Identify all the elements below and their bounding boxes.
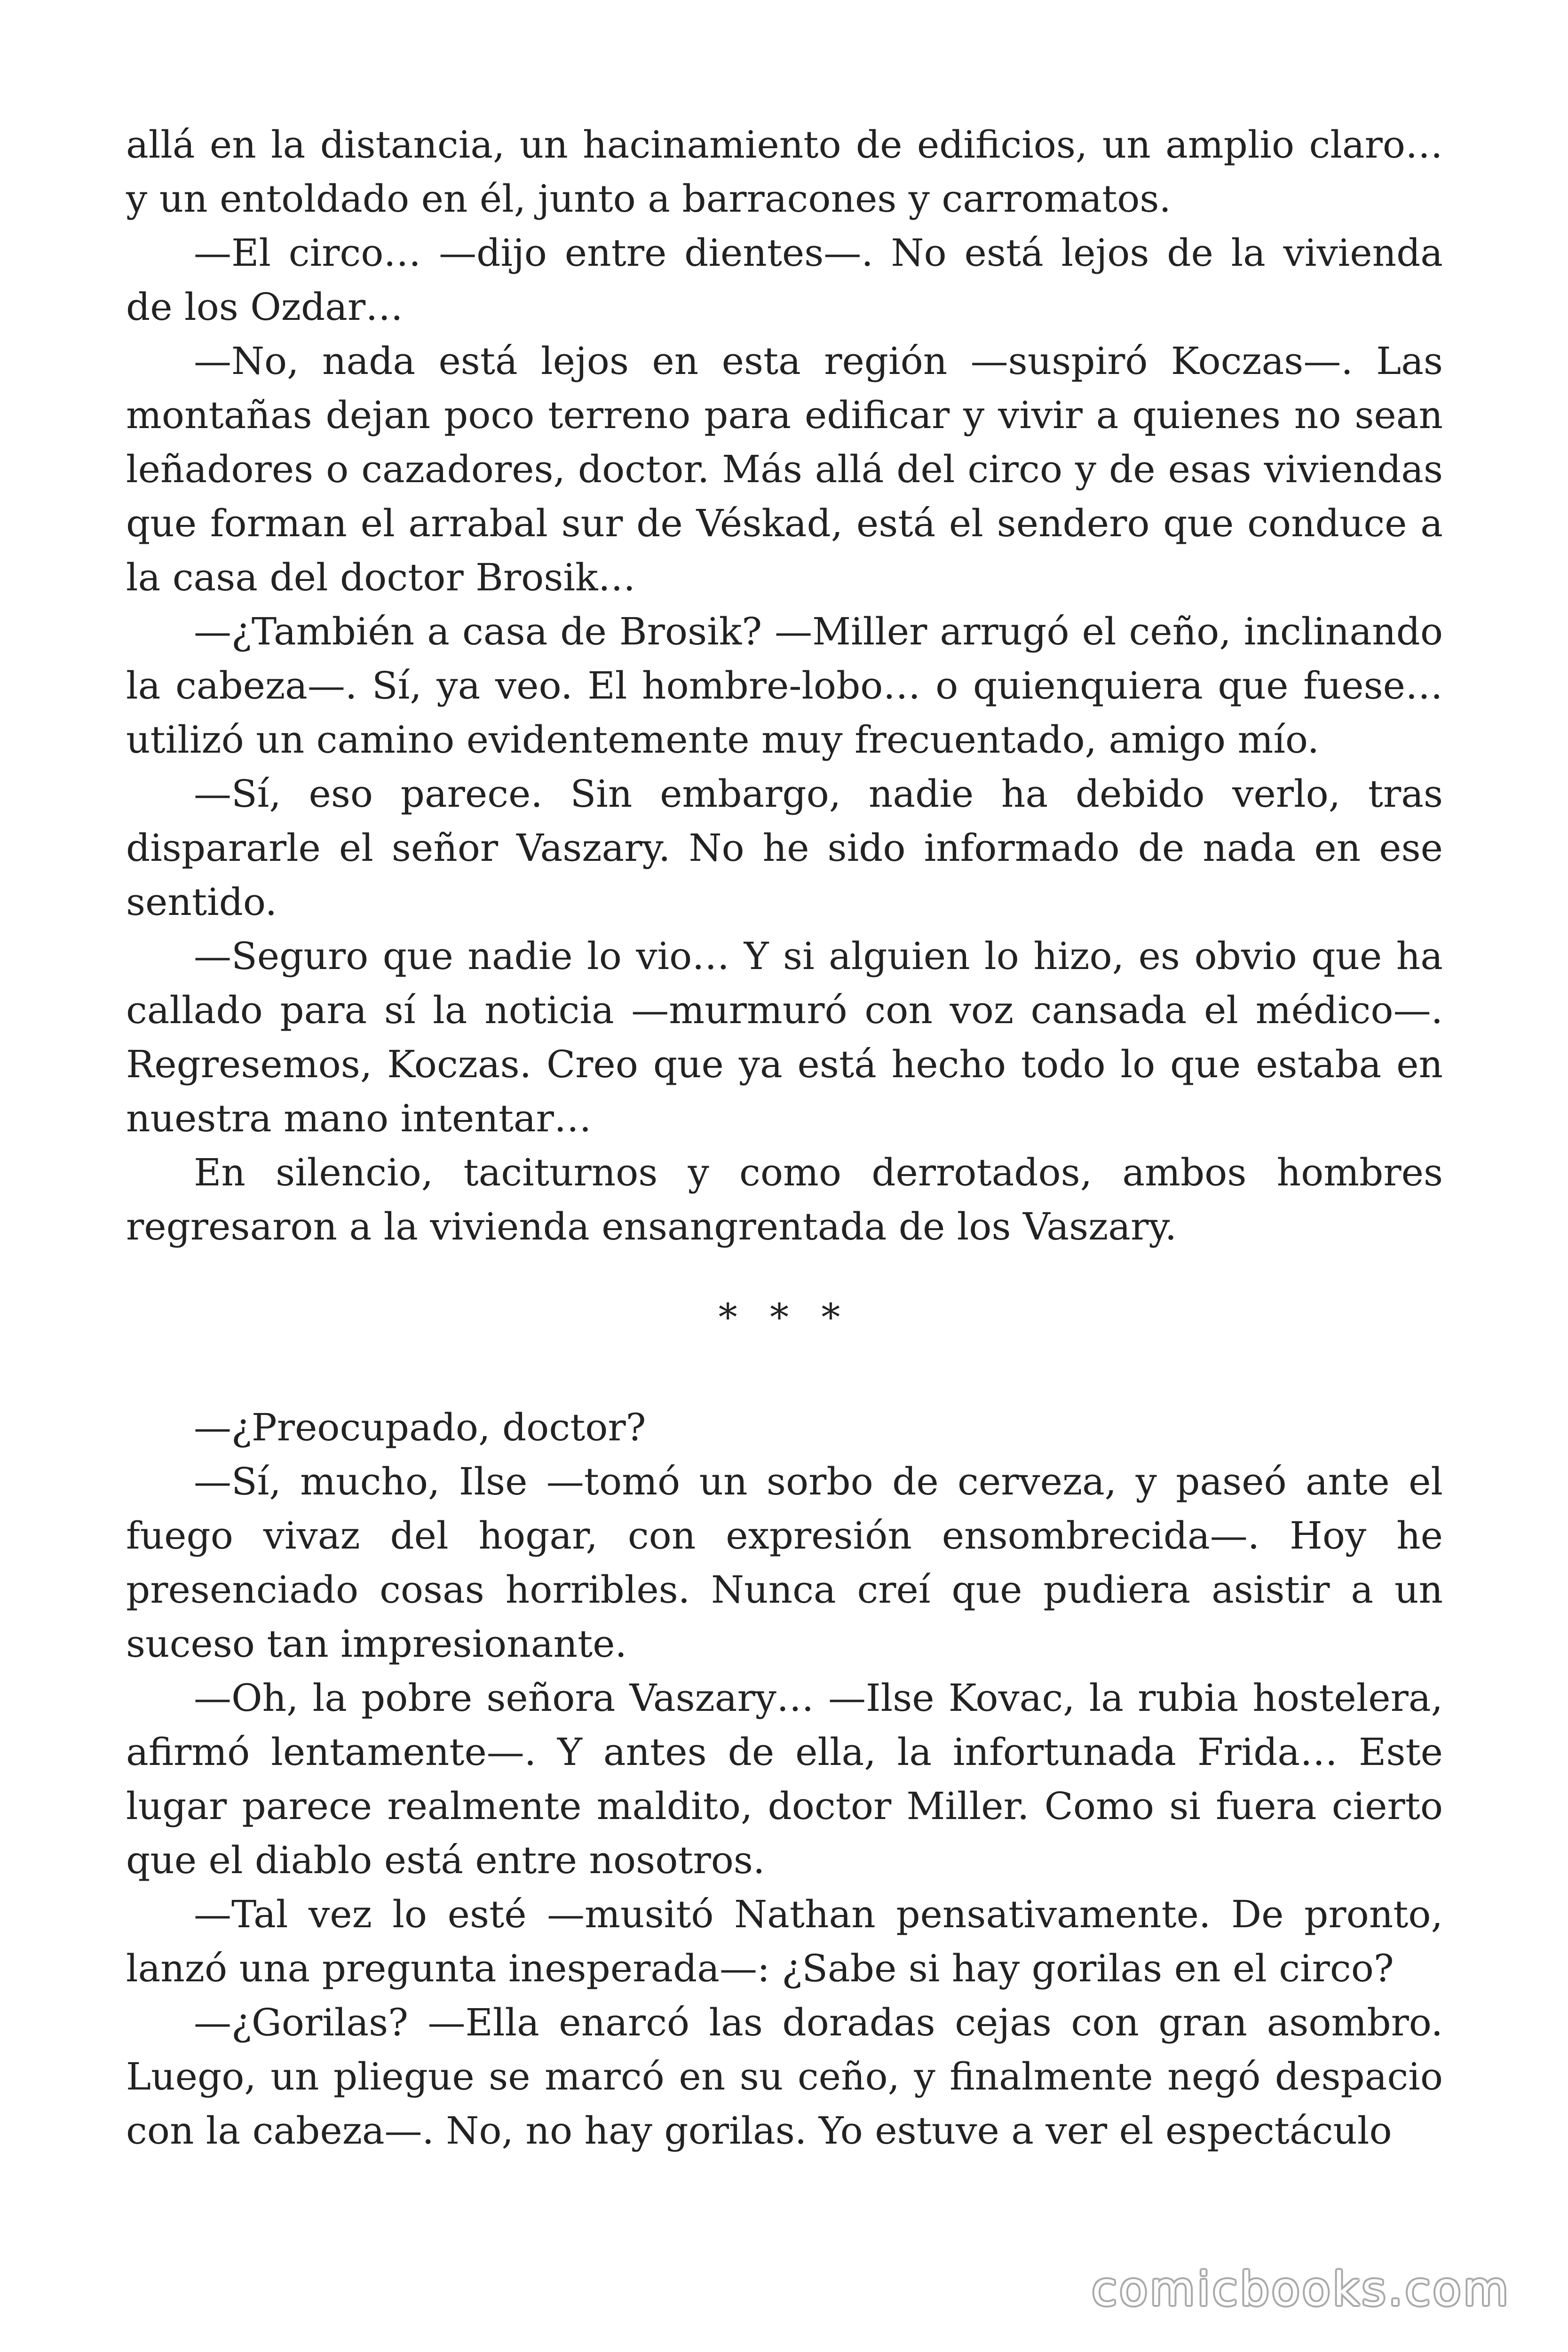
paragraph: —Sí, eso parece. Sin embargo, nadie ha debido verlo, tras dispararle el señor Vaszary. No he sido informado de nada en ese sentido.: [126, 772, 1443, 924]
section-separator: * * *: [718, 1295, 851, 1339]
paragraph: —El circo… —dijo entre dientes—. No está lejos de la vivienda de los Ozdar…: [126, 231, 1443, 329]
watermark-text: comicbooks.com: [1092, 2263, 1511, 2316]
paragraph-continuation: allá en la distancia, un hacinamiento de edificios, un amplio claro… y un entoldado en él, junto a barracones y carromatos.: [126, 123, 1443, 221]
paragraph: —Seguro que nadie lo vio… Y si alguien lo hizo, es obvio que ha callado para sí la noticia —murmuró con voz cansada el médico—. Regresemos, Koczas. Creo que ya está hecho todo lo que estaba en nuestra mano intentar…: [126, 934, 1443, 1140]
paragraph: —Tal vez lo esté —musitó Nathan pensativamente. De pronto, lanzó una pregunta inesperada—: ¿Sabe si hay gorilas en el circo?: [126, 1892, 1443, 1990]
paragraph: —¿Preocupado, doctor?: [194, 1406, 646, 1449]
paragraph: En silencio, taciturnos y como derrotados, ambos hombres regresaron a la vivienda ensangrentada de los Vaszary.: [126, 1151, 1443, 1248]
book-page: [126, 118, 1443, 2158]
paragraph: —Sí, mucho, Ilse —tomó un sorbo de cerveza, y paseó ante el fuego vivaz del hogar, con expresión ensombrecida—. Hoy he presenciado cosas horribles. Nunca creí que pudiera asistir a un suceso tan impresionante.: [126, 1460, 1443, 1666]
paragraph: —¿También a casa de Brosik? —Miller arrugó el ceño, inclinando la cabeza—. Sí, ya veo. El hombre-lobo… o quienquiera que fuese… utilizó un camino evidentemente muy frecuentado, amigo mío.: [126, 610, 1443, 762]
paragraph: —¿Gorilas? —Ella enarcó las doradas cejas con gran asombro. Luego, un pliegue se marcó en su ceño, y finalmente negó despacio con la cabeza—. No, no hay gorilas. Yo estuve a ver el espectáculo: [126, 2001, 1443, 2153]
paragraph: —No, nada está lejos en esta región —suspiró Koczas—. Las montañas dejan poco terreno para edificar y vivir a quienes no sean leñadores o cazadores, doctor. Más allá del circo y de esas viviendas que forman el arrabal sur de Véskad, está el sendero que conduce a la casa del doctor Brosik…: [126, 339, 1443, 599]
paragraph: —Oh, la pobre señora Vaszary… —Ilse Kovac, la rubia hostelera, afirmó lentamente—. Y antes de ella, la infortunada Frida… Este lugar parece realmente maldito, doctor Miller. Como si fuera cierto que el diablo está entre nosotros.: [126, 1676, 1443, 1882]
